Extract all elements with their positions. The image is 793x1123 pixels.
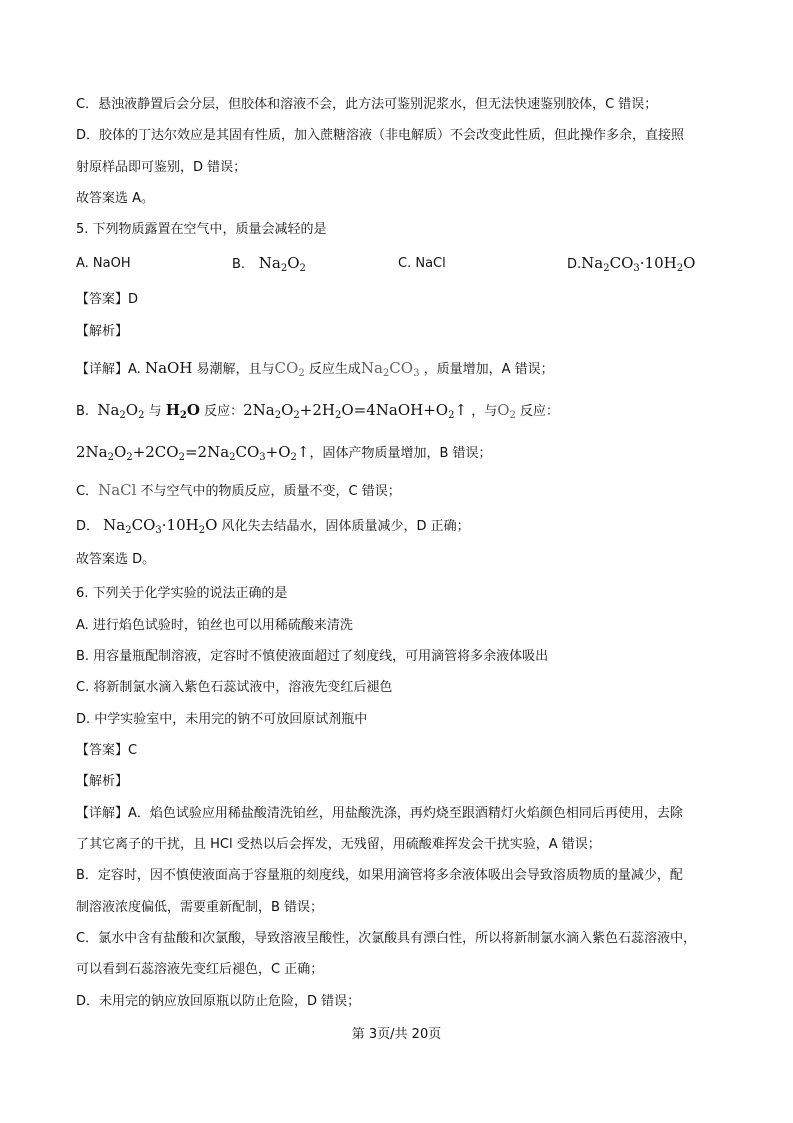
equation-na2o2-co2: $2Na_2O_2+2CO_2=2Na_2CO_3+O_2↑$ <box>76 443 310 463</box>
text-fragment: D． <box>76 519 100 534</box>
analysis-6-c: C．氯水中含有盐酸和次氯酸，导致溶液呈酸性，次氯酸具有漂白性，所以将新制氯水滴入紫色石蕊溶液中， <box>76 931 697 946</box>
formula-co2: $CO_2$ <box>274 359 305 379</box>
text-line: D．胶体的丁达尔效应是其固有性质，加入蔗糖溶液（非电解质）不会改变此性质，但此操作多余，直接照 <box>76 128 685 143</box>
conclusion-5: 故答案选 D。 <box>76 552 156 567</box>
q5-option-b <box>232 254 306 272</box>
question-6: 6. 下列关于化学实验的说法正确的是 <box>76 586 288 601</box>
text-fragment: ，质量增加，A 错误； <box>419 362 554 377</box>
text-fragment: A. <box>128 362 145 377</box>
formula-na2o2: $Na_2O_2$ <box>249 254 306 274</box>
text-fragment: ，与 <box>467 404 498 419</box>
text-fragment: 风化失去结晶水，固体质量减少，D 正确； <box>217 519 470 534</box>
analysis-6-b: B．定容时，因不慎使液面高于容量瓶的刻度线，如果用滴管将多余液体吸出会导致溶质物质的量减少，配 <box>76 868 683 883</box>
detail-label: 【详解】 <box>76 806 129 821</box>
text-line: 射原样品即可鉴别，D 错误； <box>76 160 247 175</box>
analysis-5-a <box>76 358 733 378</box>
formula-naoh: NaOH <box>144 359 193 377</box>
analysis-6-c-cont: 可以看到石蕊溶液先变红后褪色，C 正确； <box>76 962 324 977</box>
q5-option-d <box>567 254 695 272</box>
q6-option-a: A. 进行焰色试验时，铂丝也可以用稀硫酸来清洗 <box>76 618 353 633</box>
answer-5 <box>76 290 733 310</box>
detail-label: 【详解】 <box>76 362 129 377</box>
q6-option-c: C. 将新制氯水滴入紫色石蕊试液中，溶液先变红后褪色 <box>76 680 393 695</box>
q5-option-a: A. NaOH <box>76 256 131 271</box>
q6-option-b: B. 用容量瓶配制溶液，定容时不慎使液面超过了刻度线，可用滴管将多余液体吸出 <box>76 649 549 664</box>
formula-na2co3-10h2o: $Na_2CO_3\cdot 10H_2O$ <box>103 516 218 536</box>
q6-option-d: D. 中学实验室中，未用完的钠不可放回原试剂瓶中 <box>76 712 368 727</box>
analysis-5-c <box>76 480 733 500</box>
analysis-5-d <box>76 515 733 535</box>
analysis-6-b-cont: 制溶液浓度偏低，需要重新配制，B 错误； <box>76 900 324 915</box>
formula-na2co3: $Na_2CO_3$ <box>360 359 420 379</box>
analysis-6-a <box>76 804 753 824</box>
analysis-label: 【解析】 <box>76 324 129 339</box>
analysis-5-b <box>76 400 733 420</box>
answer-value: D <box>128 292 139 307</box>
analysis-5-b-cont <box>76 442 733 462</box>
answer-value: C <box>128 743 138 758</box>
text-fragment: ，固体产物质量增加，B 错误； <box>309 446 492 461</box>
text-fragment: 不与空气中的物质反应，质量不变，C 错误； <box>136 484 401 499</box>
text-line: C．悬浊液静置后会分层，但胶体和溶液不会，此方法可鉴别泥浆水，但无法快速鉴别胶体，C 错误； <box>76 97 658 112</box>
text-fragment: B. <box>76 404 90 419</box>
page-footer: 第 3页/共 20页 <box>351 1027 442 1042</box>
answer-label: 【答案】 <box>76 292 129 307</box>
answer-6 <box>76 741 733 761</box>
formula-nacl: NaCl <box>98 481 137 499</box>
formula-na2co3-10h2o: $Na_2CO_3\cdot 10H_2O$ <box>581 254 696 274</box>
analysis-6-a-cont: 了其它离子的干扰，且 HCl 受热以后会挥发，无残留，用硫酸难挥发会干扰实验，A 错误； <box>76 837 601 852</box>
formula-h2o: $H_2O$ <box>165 401 200 421</box>
text-fragment: C． <box>76 484 99 499</box>
text-fragment: 反应生成 <box>304 362 361 377</box>
text-fragment: 与 <box>144 404 166 419</box>
text-fragment: 反应： <box>199 404 244 419</box>
text-fragment: 反应： <box>515 404 560 419</box>
q5-option-c: C. NaCl <box>398 256 446 271</box>
text-line: 故答案选 A。 <box>76 191 155 206</box>
option-letter: D. <box>567 257 582 272</box>
answer-label: 【答案】 <box>76 743 129 758</box>
option-letter: B. <box>232 257 246 272</box>
text-fragment: 易潮解，且与 <box>192 362 275 377</box>
analysis-label: 【解析】 <box>76 774 129 789</box>
formula-na2o2: $Na_2O_2$ <box>97 401 145 421</box>
question-5: 5. 下列物质露置在空气中，质量会减轻的是 <box>76 222 327 237</box>
text-fragment: A．焰色试验应用稀盐酸清洗铂丝，用盐酸洗涤，再灼烧至跟酒精灯火焰颜色相同后再使用，去除 <box>128 806 683 821</box>
formula-o2: $O_2$ <box>497 401 516 421</box>
analysis-6-d: D．未用完的钠应放回原瓶以防止危险，D 错误； <box>76 994 361 1009</box>
equation-na2o2-h2o: $2Na_2O_2+2H_2O=4NaOH+O_2↑$ <box>243 401 468 421</box>
